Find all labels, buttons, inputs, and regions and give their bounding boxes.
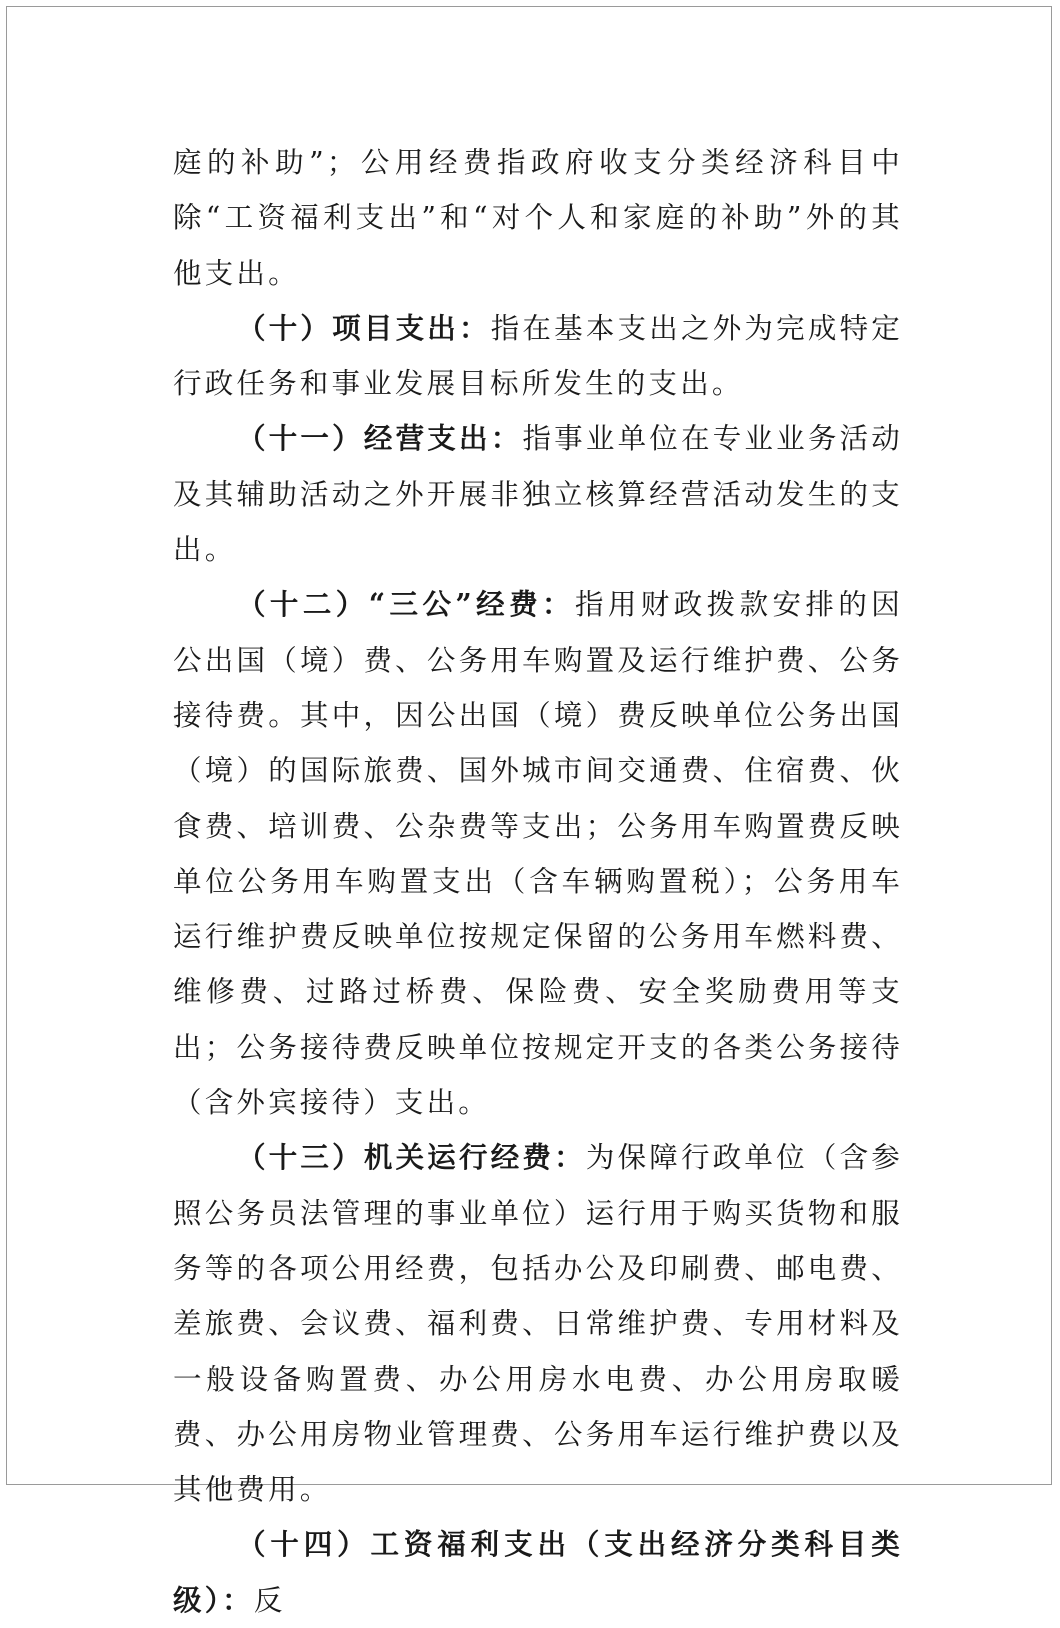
paragraph-agency-operating-funds — [173, 1130, 903, 1517]
paragraph-three-public-funds — [173, 577, 903, 1130]
paragraph-continued — [173, 135, 903, 301]
term-heading: （十四）工资福利支出（支出经济分类科目类级）： — [173, 1527, 903, 1617]
paragraph-text: 为保障行政单位（含参照公务员法管理的事业单位）运行用于购买货物和服务等的各项公用经费，包括办公及印刷费、邮电费、差旅费、会议费、福利费、日常维护费、专用材料及一般设备购置费、办公用房水电费、办公用房取暖费、办公用房物业管理费、公务用车运行维护费以及其他费用。 — [173, 1141, 903, 1507]
paragraph-text: 指在基本支出之外为完成特定行政任务和事业发展目标所发生的支出。 — [173, 311, 903, 401]
paragraph-project-expenditure — [173, 301, 903, 412]
paragraph-text: 指事业单位在专业业务活动及其辅助活动之外开展非独立核算经营活动发生的支出。 — [173, 422, 903, 567]
paragraph-operating-expenditure — [173, 411, 903, 577]
term-heading: （十二）“三公”经费： — [237, 587, 575, 622]
term-heading: （十三）机关运行经费： — [237, 1140, 586, 1175]
paragraph-text: 庭的补助”；公用经费指政府收支分类经济科目中除“工资福利支出”和“对个人和家庭的补助”外的其他支出。 — [173, 146, 903, 290]
document-body — [173, 135, 903, 1628]
term-heading: （十一）经营支出： — [237, 421, 523, 456]
term-heading: （十）项目支出： — [237, 310, 491, 345]
document-page — [6, 6, 1052, 1617]
paragraph-text: 反 — [253, 1583, 286, 1617]
paragraph-text: 指用财政拨款安排的因公出国（境）费、公务用车购置及运行维护费、公务接待费。其中，因公出国（境）费反映单位公务出国（境）的国际旅费、国外城市间交通费、住宿费、伙食费、培训费、公杂费等支出；公务用车购置费反映单位公务用车购置支出（含车辆购置税）；公务用车运行维护费反映单位按规定保留的公务用车燃料费、维修费、过路过桥费、保险费、安全奖励费用等支出；公务接待费反映单位按规定开支的各类公务接待（含外宾接待）支出。 — [173, 588, 903, 1120]
paragraph-wages-benefits — [173, 1517, 903, 1628]
